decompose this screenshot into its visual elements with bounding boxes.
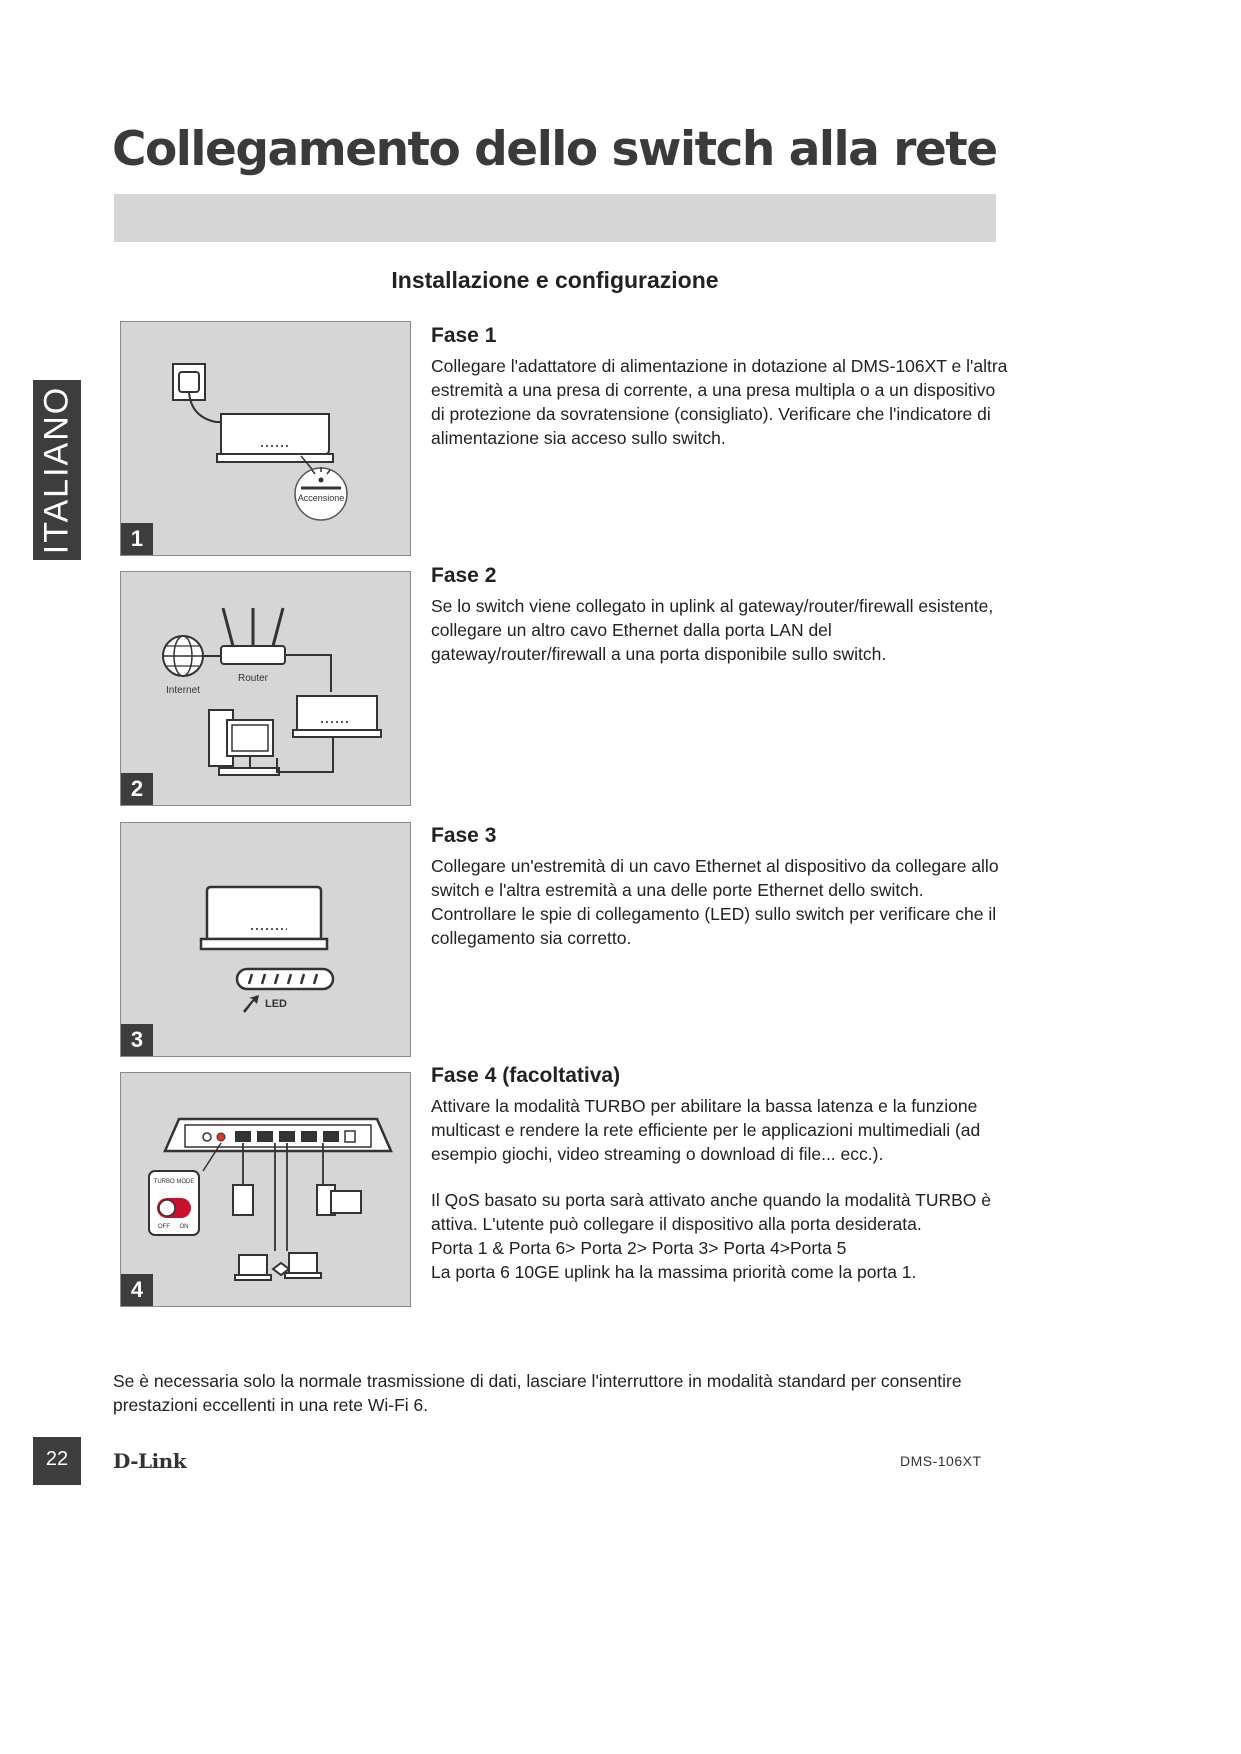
power-connection-illustration [121, 322, 412, 557]
step-number-badge: 3 [121, 1024, 153, 1056]
step-heading: Fase 3 [431, 824, 497, 847]
page-title: Collegamento dello switch alla rete [112, 122, 997, 177]
toggle-on-label: ON [179, 1224, 189, 1230]
illustration-step-3 [120, 822, 411, 1057]
router-antenna [273, 608, 283, 646]
switch-device-icon [297, 696, 377, 730]
footer-note: Se è necessaria solo la normale trasmissione di dati, lasciare l'interruttore in modalità standard per consentire prestazioni eccellenti in una rete Wi-Fi 6. [113, 1371, 962, 1415]
step-1-text [431, 324, 1011, 450]
language-label: ITALIANO [37, 385, 76, 555]
turbo-mode-illustration [121, 1073, 412, 1308]
step-description: Attivare la modalità TURBO per abilitare la bassa latenza e la funzione multicast e rendere la rete efficiente per le applicazioni multimediali (ad esempio giochi, video streaming o download di file... ecc.). [431, 1096, 981, 1164]
illustration-step-2 [120, 571, 411, 806]
step-2-text [431, 564, 1011, 666]
step-4-text [431, 1064, 1011, 1284]
internet-label: Internet [166, 685, 200, 696]
step-heading: Fase 2 [431, 564, 497, 587]
power-label: Accensione [297, 493, 345, 503]
router-antenna [223, 608, 233, 646]
step-3-text [431, 824, 1011, 950]
port-priority-order: Porta 1 & Porta 6> Porta 2> Porta 3> Porta 4>Porta 5 [431, 1238, 847, 1258]
brand-logo: D-Link [113, 1449, 187, 1473]
language-side-tab [33, 380, 81, 560]
toggle-off-label: OFF [158, 1224, 170, 1230]
router-icon [221, 646, 285, 664]
step-number-badge: 1 [121, 523, 153, 555]
step-number-badge: 2 [121, 773, 153, 805]
nas-device-icon [233, 1185, 253, 1215]
switch-device-icon [221, 414, 329, 454]
monitor-icon [331, 1191, 361, 1213]
port-priority-note: La porta 6 10GE uplink ha la massima priorità come la porta 1. [431, 1262, 917, 1282]
power-adapter-icon [179, 372, 199, 392]
step-description: Collegare un'estremità di un cavo Ethernet al dispositivo da collegare allo switch e l'altra estremità a una delle porte Ethernet dello switch. Controllare le spie di collegamento (LED) sullo switch per verificare che il collegamento sia corretto. [431, 856, 999, 948]
arrow-icon [243, 995, 259, 1013]
laptop-icon [239, 1255, 267, 1275]
step-heading: Fase 4 (facoltativa) [431, 1064, 621, 1087]
led-check-illustration [121, 823, 412, 1058]
section-subtitle: Installazione e configurazione [391, 267, 719, 293]
led-label: LED [265, 998, 287, 1010]
title-divider-bar [114, 194, 996, 242]
illustration-step-4 [120, 1072, 411, 1307]
network-topology-illustration [121, 572, 412, 807]
step-heading: Fase 1 [431, 324, 497, 347]
model-label: DMS-106XT [900, 1453, 982, 1469]
step-description: Collegare l'adattatore di alimentazione in dotazione al DMS-106XT e l'altra estremità a una presa di corrente, a una presa multipla o a un dispositivo di protezione da sovratensione (consigliato). Verificare che l'indicatore di alimentazione sia acceso sullo switch. [431, 356, 1008, 448]
laptop-icon [289, 1253, 317, 1273]
switch-device-icon [207, 887, 321, 939]
turbo-mode-label: TURBO MODE [153, 1179, 195, 1185]
illustration-step-1 [120, 321, 411, 556]
router-label: Router [237, 673, 269, 684]
page-number: 22 [33, 1437, 81, 1485]
step-description: Se lo switch viene collegato in uplink al gateway/router/firewall esistente, collegare un altro cavo Ethernet dalla porta LAN del gateway/router/firewall a una porta disponibile sullo switch. [431, 596, 994, 664]
step-number-badge: 4 [121, 1274, 153, 1306]
step-description: Il QoS basato su porta sarà attivato anche quando la modalità TURBO è attiva. L'utente può collegare il dispositivo alla porta desiderata. [431, 1190, 991, 1234]
